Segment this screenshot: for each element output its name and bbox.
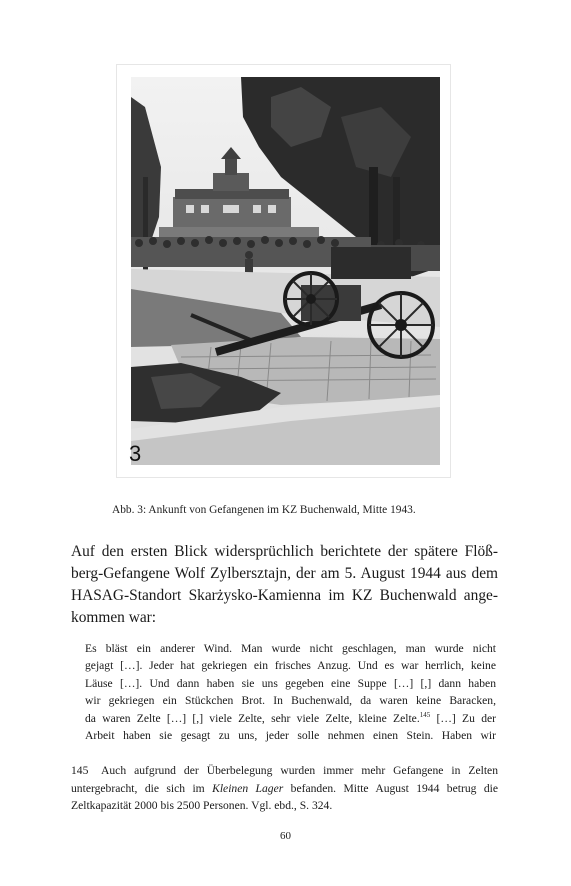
body-line: berg-Gefangene Wolf Zylbersztajn, der am 5. August 1944 aus dem (71, 565, 498, 582)
footnote-line (71, 780, 498, 798)
photo-image (131, 77, 440, 465)
figure-caption: Abb. 3: Ankunft von Gefangenen im KZ Buchenwald, Mitte 1943. (112, 504, 416, 516)
footnote-line: Zeltkapazität 2000 bis 2500 Personen. Vgl. ebd., S. 324. (71, 799, 333, 813)
footnote-text: befanden. Mitte August 1944 betrug die (283, 781, 498, 795)
quote-line: gejagt […]. Jeder hat gekriegen ein frisches Anzug. Und es war herrlich, keine (85, 659, 496, 673)
corner-number: 3 (129, 441, 142, 466)
quote-text: […] Zu der (430, 711, 496, 725)
quote-line: Läuse […]. Und dann haben sie uns gegeben eine Suppe […] [,] dann haben (85, 676, 496, 690)
quote-line: Arbeit haben sie gesagt zu uns, jeder solle nehmen einen Stein. Haben wir (85, 729, 496, 743)
footnote-reference[interactable]: 145 (419, 710, 431, 719)
quote-line: Es bläst ein anderer Wind. Man wurde nicht geschlagen, man wurde nicht (85, 642, 496, 655)
body-line: kommen war: (71, 609, 157, 626)
block-quote (85, 640, 496, 744)
footnote-text: untergebracht, die sich im (71, 781, 213, 795)
footnote-italic: Kleinen Lager (212, 781, 284, 795)
footnote-text: Auch aufgrund der Überbelegung wurden immer mehr Gefangene in Zelten (101, 764, 498, 777)
quote-text: da waren Zelte […] [,] viele Zelte, sehr viele Zelte, kleine Zelte. (85, 711, 420, 725)
historical-photograph (116, 64, 451, 478)
footnote-number: 145 (71, 764, 89, 777)
footnote-line (71, 762, 498, 780)
quote-line (85, 710, 496, 727)
footnote (71, 762, 498, 815)
page-number: 60 (280, 830, 291, 842)
body-line: Auf den ersten Blick widersprüchlich berichtete der spätere Flöß- (71, 543, 498, 560)
quote-line: wir gekriegen ein Stückchen Brot. In Buchenwald, da waren keine Baracken, (85, 694, 496, 708)
body-paragraph (71, 541, 498, 629)
body-line: HASAG-Standort Skarżysko-Kamienna im KZ Buchenwald ange- (71, 587, 498, 604)
